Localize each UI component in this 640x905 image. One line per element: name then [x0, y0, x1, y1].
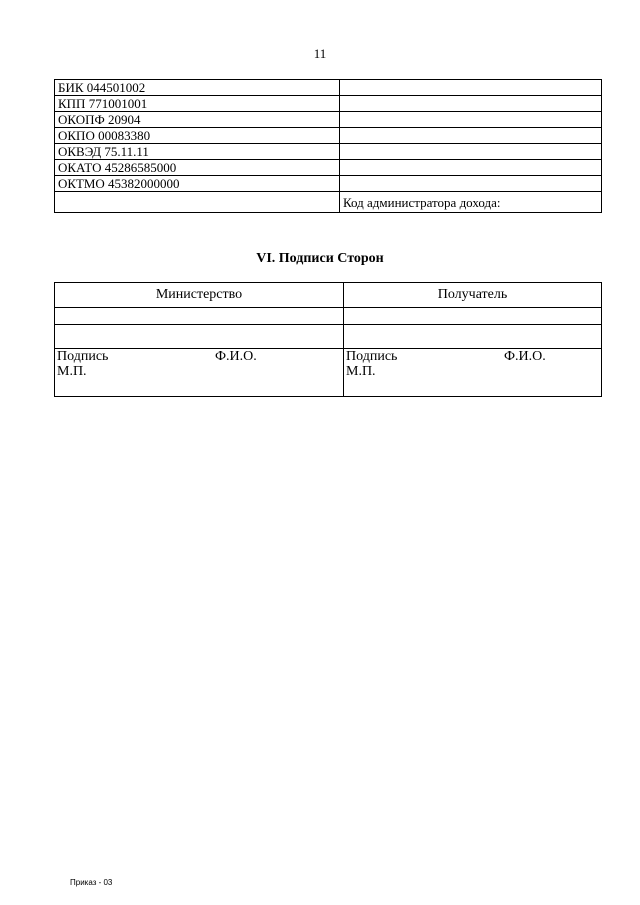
okpo-cell: ОКПО 00083380: [55, 128, 340, 144]
page-number: 11: [313, 46, 327, 61]
empty-cell: [55, 192, 340, 213]
empty-cell: [55, 325, 344, 349]
empty-cell: [340, 96, 602, 112]
table-row: [55, 308, 602, 325]
signatures-table: [54, 282, 602, 397]
empty-cell: [340, 176, 602, 192]
table-row: [55, 112, 602, 128]
empty-cell: [340, 112, 602, 128]
empty-cell: [344, 308, 602, 325]
empty-cell: [340, 160, 602, 176]
table-row: [55, 128, 602, 144]
admin-code-cell: Код администратора дохода:: [340, 192, 602, 213]
seal-label: М.П.: [346, 364, 376, 379]
table-row: [55, 176, 602, 192]
empty-cell: [340, 128, 602, 144]
table-row: [55, 160, 602, 176]
okato-cell: ОКАТО 45286585000: [55, 160, 340, 176]
full-name-label: Ф.И.О.: [215, 349, 257, 364]
okopf-cell: ОКОПФ 20904: [55, 112, 340, 128]
table-row: [55, 192, 602, 213]
signature-label: Подпись: [57, 349, 109, 364]
empty-cell: [340, 144, 602, 160]
empty-cell: [340, 80, 602, 96]
full-name-label: Ф.И.О.: [504, 349, 546, 364]
ministry-header: Министерство: [55, 283, 344, 308]
signature-label: Подпись: [346, 349, 398, 364]
footer-text: Приказ - 03: [70, 878, 113, 887]
table-row: [55, 325, 602, 349]
oktmo-cell: ОКТМО 45382000000: [55, 176, 340, 192]
bik-cell: БИК 044501002: [55, 80, 340, 96]
table-row: [55, 144, 602, 160]
table-row: [55, 349, 602, 397]
section-title: VI. Подписи Сторон: [256, 251, 384, 266]
bank-details-table: [54, 79, 602, 213]
table-row: [55, 80, 602, 96]
recipient-header: Получатель: [344, 283, 602, 308]
table-row: [55, 96, 602, 112]
table-row: [55, 283, 602, 308]
ministry-signature-cell: [55, 349, 344, 397]
seal-label: М.П.: [57, 364, 87, 379]
empty-cell: [344, 325, 602, 349]
recipient-signature-cell: [344, 349, 602, 397]
empty-cell: [55, 308, 344, 325]
kpp-cell: КПП 771001001: [55, 96, 340, 112]
okved-cell: ОКВЭД 75.11.11: [55, 144, 340, 160]
